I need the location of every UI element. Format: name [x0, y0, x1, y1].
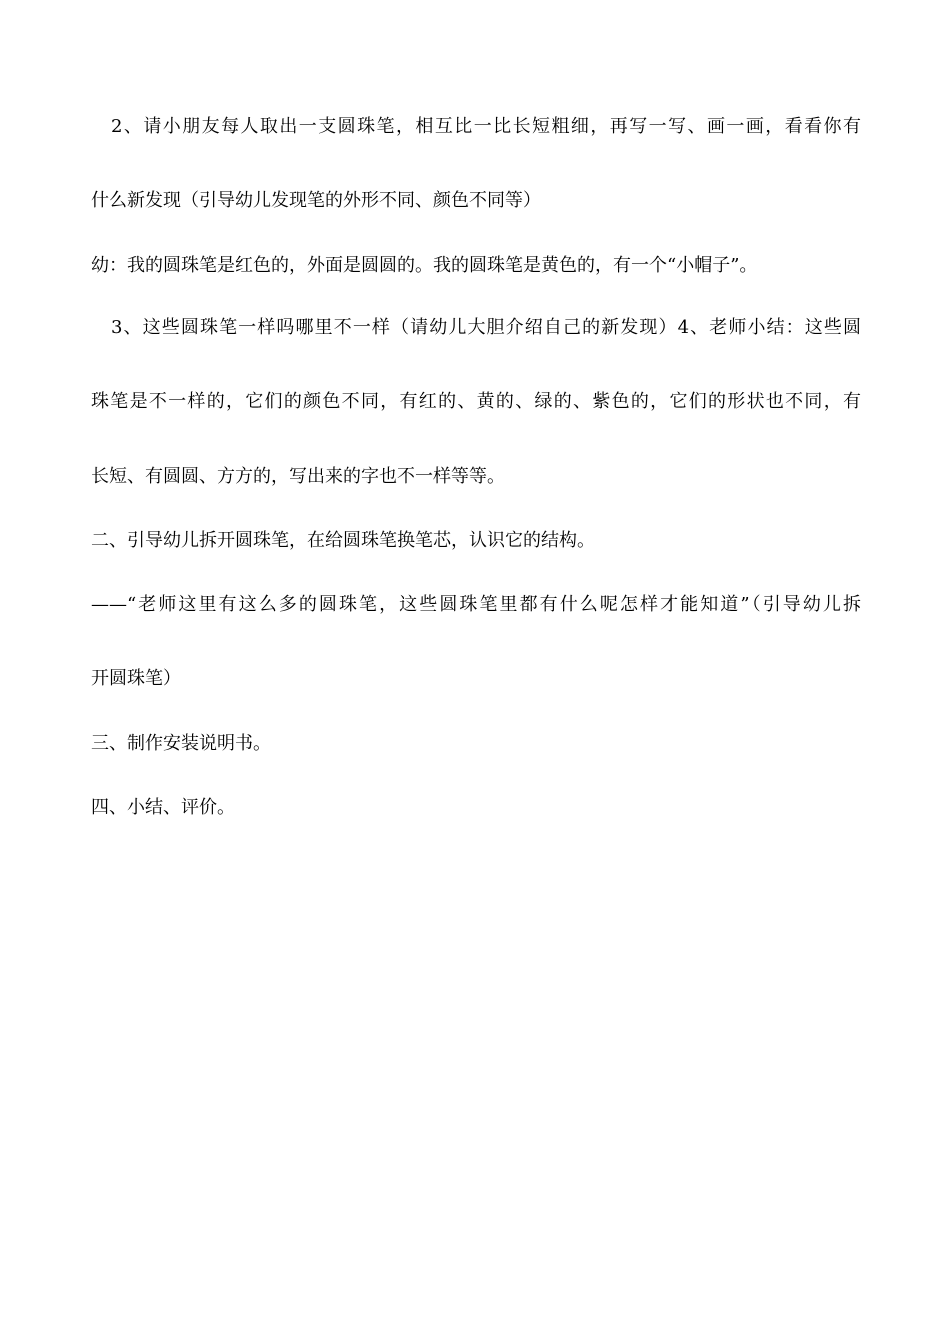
paragraph-line-8: ——“老师这里有这么多的圆珠笔，这些圆珠笔里都有什么呢怎样才能知道”（引导幼儿拆 — [91, 594, 861, 615]
section-heading-2: 二、引导幼儿拆开圆珠笔，在给圆珠笔换笔芯，认识它的结构。 — [91, 530, 595, 551]
paragraph-line-1: 2、请小朋友每人取出一支圆珠笔，相互比一比长短粗细，再写一写、画一画，看看你有 — [111, 116, 861, 137]
paragraph-line-2: 什么新发现（引导幼儿发现笔的外形不同、颜色不同等） — [91, 190, 541, 211]
paragraph-line-5: 珠笔是不一样的，它们的颜色不同，有红的、黄的、绿的、紫色的，它们的形状也不同，有 — [91, 391, 861, 412]
section-heading-4: 四、小结、评价。 — [91, 797, 235, 818]
section-heading-3: 三、制作安装说明书。 — [91, 733, 271, 754]
paragraph-line-4: 3、这些圆珠笔一样吗哪里不一样（请幼儿大胆介绍自己的新发现）4、老师小结：这些圆 — [111, 317, 861, 338]
paragraph-line-3: 幼：我的圆珠笔是红色的，外面是圆圆的。我的圆珠笔是黄色的，有一个“小帽子”。 — [91, 255, 758, 276]
paragraph-line-6: 长短、有圆圆、方方的，写出来的字也不一样等等。 — [91, 466, 505, 487]
paragraph-line-9: 开圆珠笔） — [91, 668, 181, 689]
